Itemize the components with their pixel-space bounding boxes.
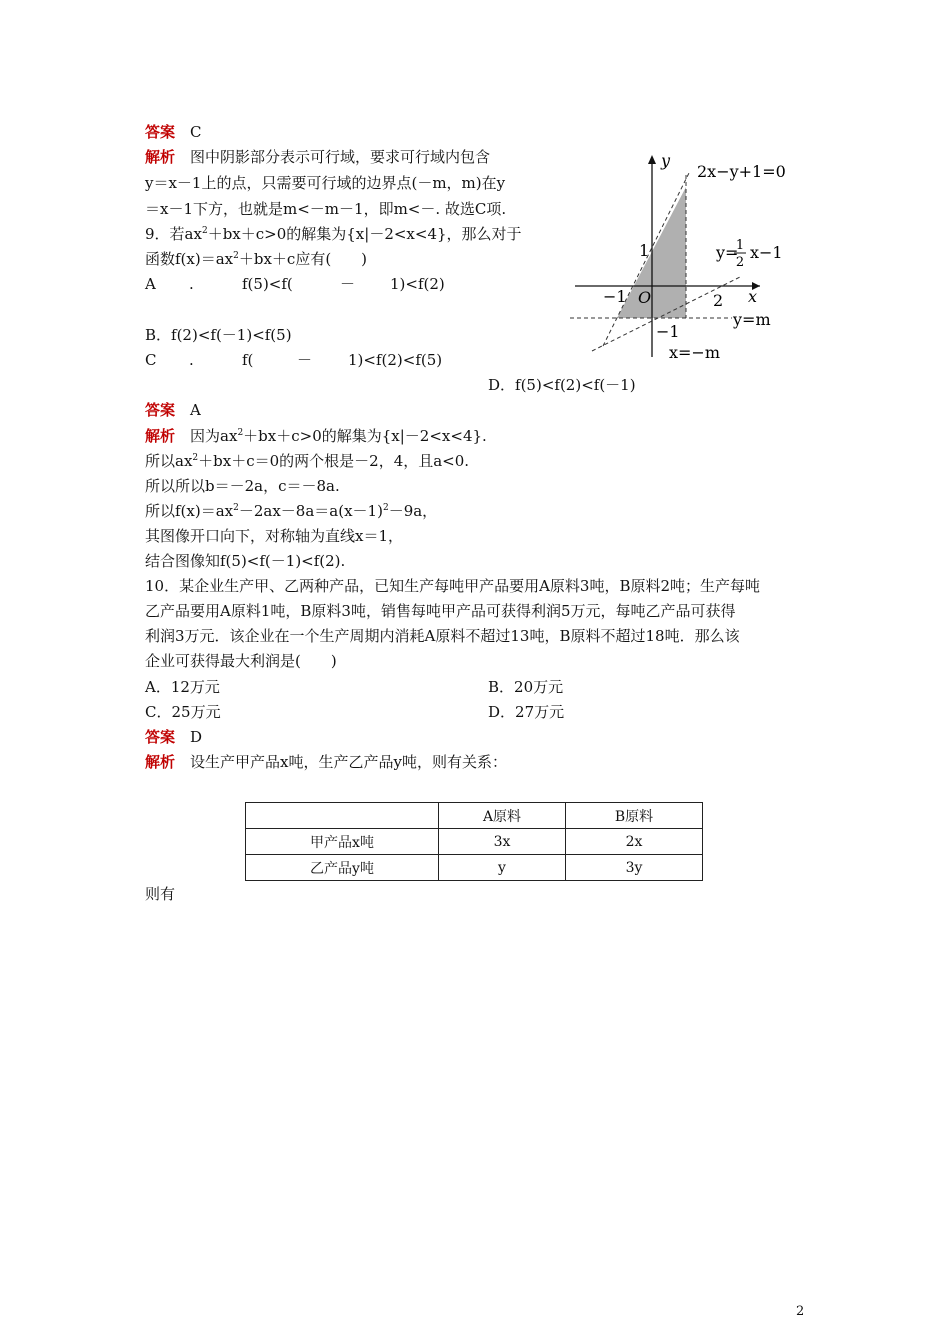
table-cell: 甲产品x吨 [246, 829, 439, 855]
q9-analysis-line2: 所以$ax^2+bx+c=0$的两个根是－2，4，且a<0. [145, 452, 470, 470]
q9-option-d: D．f(5)<f(2)<f(－1) [488, 376, 636, 394]
label-line2-suffix: x−1 [750, 243, 783, 262]
table-cell: 乙产品y吨 [246, 855, 439, 881]
origin-label: O [638, 288, 652, 307]
table-header-cell: A原料 [439, 803, 566, 829]
y-axis-arrow [648, 155, 656, 164]
label-x-neg-m: x=−m [669, 343, 721, 360]
label-line2-prefix: y= [716, 243, 739, 262]
q10-stem-line4: 企业可获得最大利润是( ) [145, 652, 337, 670]
q10-stem-line3: 利润3万元．该企业在一个生产周期内消耗A原料不超过13吨，B原料不超过18吨．那么该 [145, 627, 740, 645]
q9-answer: A [190, 401, 201, 419]
q10-stem-line1: 10．某企业生产甲、乙两种产品，已知生产每吨甲产品要用A原料3吨，B原料2吨；生产每吨 [145, 577, 761, 595]
tick-neg1-y: −1 [656, 322, 680, 341]
q8-analysis-line2: y＝x－1上的点，只需要可行域的边界点(－m，m)在y [145, 174, 506, 192]
q8-analysis-line3: ＝x－1下方，也就是m<－m－1，即m<－. 故选C项. [145, 200, 507, 218]
q10-option-d: D．27万元 [488, 703, 565, 721]
table-cell: 2x [566, 829, 703, 855]
table-header-row [246, 803, 703, 829]
materials-table [245, 802, 703, 881]
table-row [246, 829, 703, 855]
q10-stem-line2: 乙产品要用A原料1吨，B原料3吨，销售每吨甲产品可获得利润5万元，每吨乙产品可获得 [145, 602, 736, 620]
table-cell: 3y [566, 855, 703, 881]
q9-option-a: A . f(5)<f( － 1)<f(2) [145, 275, 445, 293]
q9-option-b: B．f(2)<f(－1)<f(5) [145, 326, 292, 344]
label-line2-num: 1 [735, 238, 745, 253]
q10-answer: D [190, 728, 203, 746]
q10-answer-line: 答案 D [145, 728, 203, 746]
q9-option-c: C . f( － 1)<f(2)<f(5) [145, 351, 443, 369]
q8-analysis-line1: 解析 图中阴影部分表示可行域，要求可行域内包含 [145, 148, 491, 166]
q10-then: 则有 [145, 885, 176, 903]
q10-option-c: C．25万元 [145, 703, 221, 721]
axis-x-label: x [748, 287, 758, 306]
axis-y-label: y [661, 151, 671, 170]
feasible-region-figure [565, 150, 795, 360]
tick-neg1-x: −1 [603, 287, 627, 306]
q9-analysis-line3: 所以所以b＝－2a，c＝－8a. [145, 477, 340, 495]
q8-answer-line [145, 122, 202, 142]
table-row [246, 855, 703, 881]
q9-analysis-line1: 解析 因为$ax^2+bx+c>0$的解集为{x|－2<x<4}. [145, 427, 487, 445]
tick-2: 2 [713, 291, 724, 310]
q10-option-a: A．12万元 [145, 678, 220, 696]
tick-1: 1 [639, 241, 650, 260]
q9-stem-line1: 9．若$ax^2+bx+c>0$的解集为{x|－2<x<4}，那么对于 [145, 225, 522, 243]
label-line1: 2x−y+1=0 [697, 162, 786, 181]
label-line2-den: 2 [735, 255, 745, 270]
q9-stem-line2: 函数$f(x)=ax^2+bx+c$应有( ) [145, 250, 368, 268]
table-header-cell [246, 803, 439, 829]
q10-analysis-line: 解析 设生产甲产品x吨，生产乙产品y吨，则有关系： [145, 753, 507, 771]
q9-analysis-line5: 其图像开口向下，对称轴为直线x＝1， [145, 527, 404, 545]
analysis-label: 解析 [145, 148, 176, 166]
page-number: 2 [796, 1304, 805, 1319]
label-y-m: y=m [733, 310, 771, 329]
q8-answer: C [190, 123, 202, 141]
q10-option-b: B．20万元 [488, 678, 564, 696]
q9-answer-line: 答案 A [145, 401, 201, 419]
table-cell: 3x [439, 829, 566, 855]
table-header-cell: B原料 [566, 803, 703, 829]
q9-analysis-line4: 所以$f(x)=ax^2-2ax-8a=a(x-1)^2-9a$， [145, 502, 438, 520]
table-cell: y [439, 855, 566, 881]
answer-label: 答案 [145, 123, 176, 141]
q9-analysis-line6: 结合图像知f(5)<f(－1)<f(2). [145, 552, 346, 570]
